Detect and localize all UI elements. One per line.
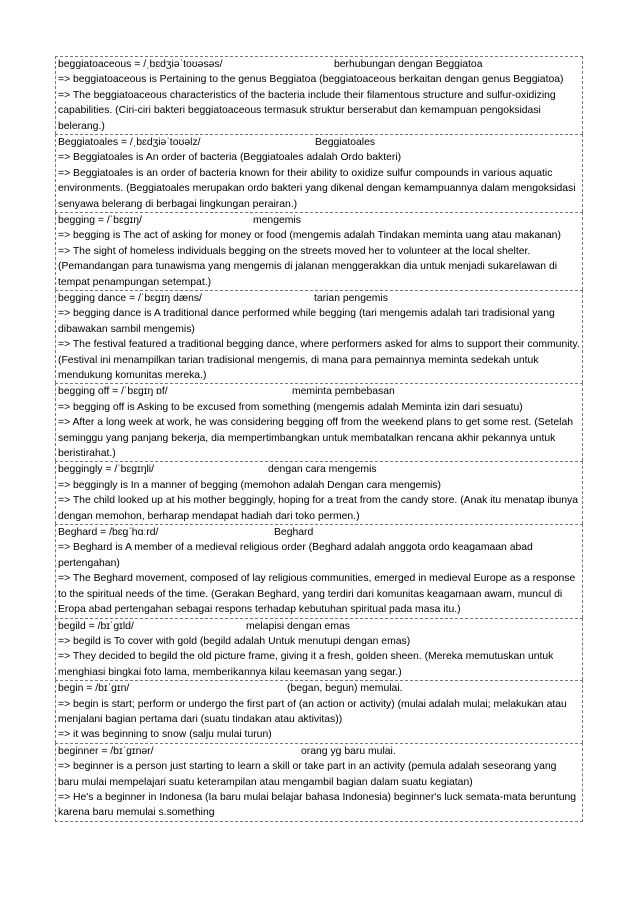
entry-term: beggiatoaceous = /ˌbɛdʒiəˈtoʊəsəs/ [58,59,223,70]
entry-term: beginner = /bɪˈɡɪnər/ [58,745,154,757]
entry-beggiatoales [55,134,583,212]
entry-example: => The child looked up at his mother beggingly, hoping for a treat from the candy store. (Anak itu menatap ibunya dengan memohon, berharap mendapat hadiah dari toko permen.) [58,495,579,522]
entry-example: => The festival featured a traditional begging dance, where performers asked for alms to support their community. (Festival ini menampilkan tarian tradisional mengemis, di mana para pemainnya meminta sedekah untuk mendukung komunitas mereka.) [58,339,580,382]
entry-term: begging off = /ˈbɛɡɪŋ ɒf/ [58,386,168,398]
entry-definition: => beggingly is In a manner of begging (memohon adalah Dengan cara mengemis) [58,479,441,491]
entry-definition: => Beghard is A member of a medieval religious order (Beghard adalah anggota ordo keagamaan abad pertengahan) [58,542,533,569]
entry-example: => After a long week at work, he was considering begging off from the weekend plans to get some rest. (Setelah seminggu yang panjang bekerja, dia mempertimbangkan untuk membatalkan rencana akhir pekannya untuk beristirahat.) [58,417,574,460]
entry-header [58,462,580,477]
entry-header [58,291,580,306]
entry-example: => They decided to begild the old picture frame, giving it a fresh, golden sheen. (Mereka memutuskan untuk menghiasi bingkai foto lama, memberikannya kilau keemasan yang segar.) [58,651,554,678]
entry-translation: meminta pembebasan [292,386,395,398]
entry-definition: => begild is To cover with gold (begild adalah Untuk menutupi dengan emas) [58,635,411,647]
entry-term: begild = /bɪˈɡɪld/ [58,620,134,632]
entry-translation: tarian pengemis [314,293,388,305]
entry-header [58,744,580,759]
entry-definition: => beginner is a person just starting to learn a skill or take part in an activity (pemula adalah seseorang yang baru mulai mempelajari suatu keterampilan atau mengambil bagian dalam suatu kegiatan) [58,761,557,788]
entry-beggiatoaceous [55,56,583,134]
entry-example: => The sight of homeless individuals begging on the streets moved her to volunteer at the local shelter. (Pemandangan para tunawisma yang mengemis di jalanan menggerakkan dia untuk menjadi sukarelawan di tempat penampungan setempat.) [58,245,558,288]
entry-translation: berhubungan dengan Beggiatoa [334,59,483,70]
entry-beggingly [55,461,583,524]
entry-translation: orang yg baru mulai. [301,745,396,757]
entry-example: => it was beginning to snow (salju mulai turun) [58,729,272,741]
entry-beghard [55,524,583,617]
entry-definition: => begging is The act of asking for money or food (mengemis adalah Tindakan meminta uang atau makanan) [58,230,561,242]
entry-translation: Beggiatoales [315,137,376,149]
entry-header [58,135,580,150]
entry-term: begin = /bɪˈɡɪn/ [58,683,130,695]
entry-example: => Beggiatoales is an order of bacteria known for their ability to oxidize sulfur compounds in various aquatic environments. (Beggiatoales merupakan ordo bakteri yang dikenal dengan kemampuannya dalam mengoksidasi senyawa belerang di berbagai lingkungan perairan.) [58,167,576,210]
entry-term: Beggiatoales = /ˌbɛdʒiəˈtoʊəlz/ [58,137,201,149]
entry-translation: Beghard [274,527,314,539]
entry-header [58,619,580,634]
dictionary-page [55,56,583,822]
entry-translation: dengan cara mengemis [268,464,377,476]
entry-translation: melapisi dengan emas [246,620,350,632]
entry-term: beggingly = /ˈbɛɡɪŋli/ [58,464,154,476]
entry-begging [55,212,583,290]
entry-definition: => begging dance is A traditional dance performed while begging (tari mengemis adalah tari tradisional yang dibawakan sambil mengemis) [58,308,555,335]
entry-example: => The beggiatoaceous characteristics of the bacteria include their filamentous structure and sulfur-oxidizing capabilities. (Ciri-ciri bakteri beggiatoaceous termasuk struktur berserabut dan kemampuan pengoksidasi belerang.) [58,89,556,132]
entry-translation: (began, begun) memulai. [287,683,403,695]
entry-example: => The Beghard movement, composed of lay religious communities, emerged in medieval Europe as a response to the spiritual needs of the time. (Gerakan Beghard, yang terdiri dari komunitas keagamaan awam, muncul di Eropa abad pertengahan sebagai respons terhadap kebutuhan spiritual pada masa itu.) [58,573,576,616]
entry-header [58,384,580,399]
entry-definition: => beggiatoaceous is Pertaining to the genus Beggiatoa (beggiatoaceous berkaitan dengan genus Beggiatoa) [58,74,564,86]
entry-definition: => Beggiatoales is An order of bacteria (Beggiatoales adalah Ordo bakteri) [58,152,402,164]
entry-begild [55,618,583,681]
entry-begging-off [55,383,583,461]
entry-header [58,681,580,696]
entry-term: begging = /ˈbɛɡɪŋ/ [58,215,142,227]
entry-header [58,525,580,540]
entry-term: begging dance = /ˈbɛɡɪŋ dæns/ [58,293,202,305]
entry-translation: mengemis [253,215,301,227]
entry-header [58,57,580,72]
entry-begging-dance [55,290,583,383]
entry-beginner [55,743,583,822]
entry-term: Beghard = /bɛɡˈhɑːrd/ [58,527,159,539]
entry-definition: => begging off is Asking to be excused from something (mengemis adalah Meminta izin dari sesuatu) [58,401,523,413]
entry-begin [55,680,583,743]
entry-example: => He's a beginner in Indonesa (Ia baru mulai belajar bahasa Indonesia) beginner's luck semata-mata beruntung karena baru memulai s.something [58,791,577,819]
entry-definition: => begin is start; perform or undergo the first part of (an action or activity) (mulai adalah mulai; melakukan atau menjalani bagian pertama dari (suatu tindakan atau aktivitas)) [58,698,567,725]
entry-header [58,213,580,228]
